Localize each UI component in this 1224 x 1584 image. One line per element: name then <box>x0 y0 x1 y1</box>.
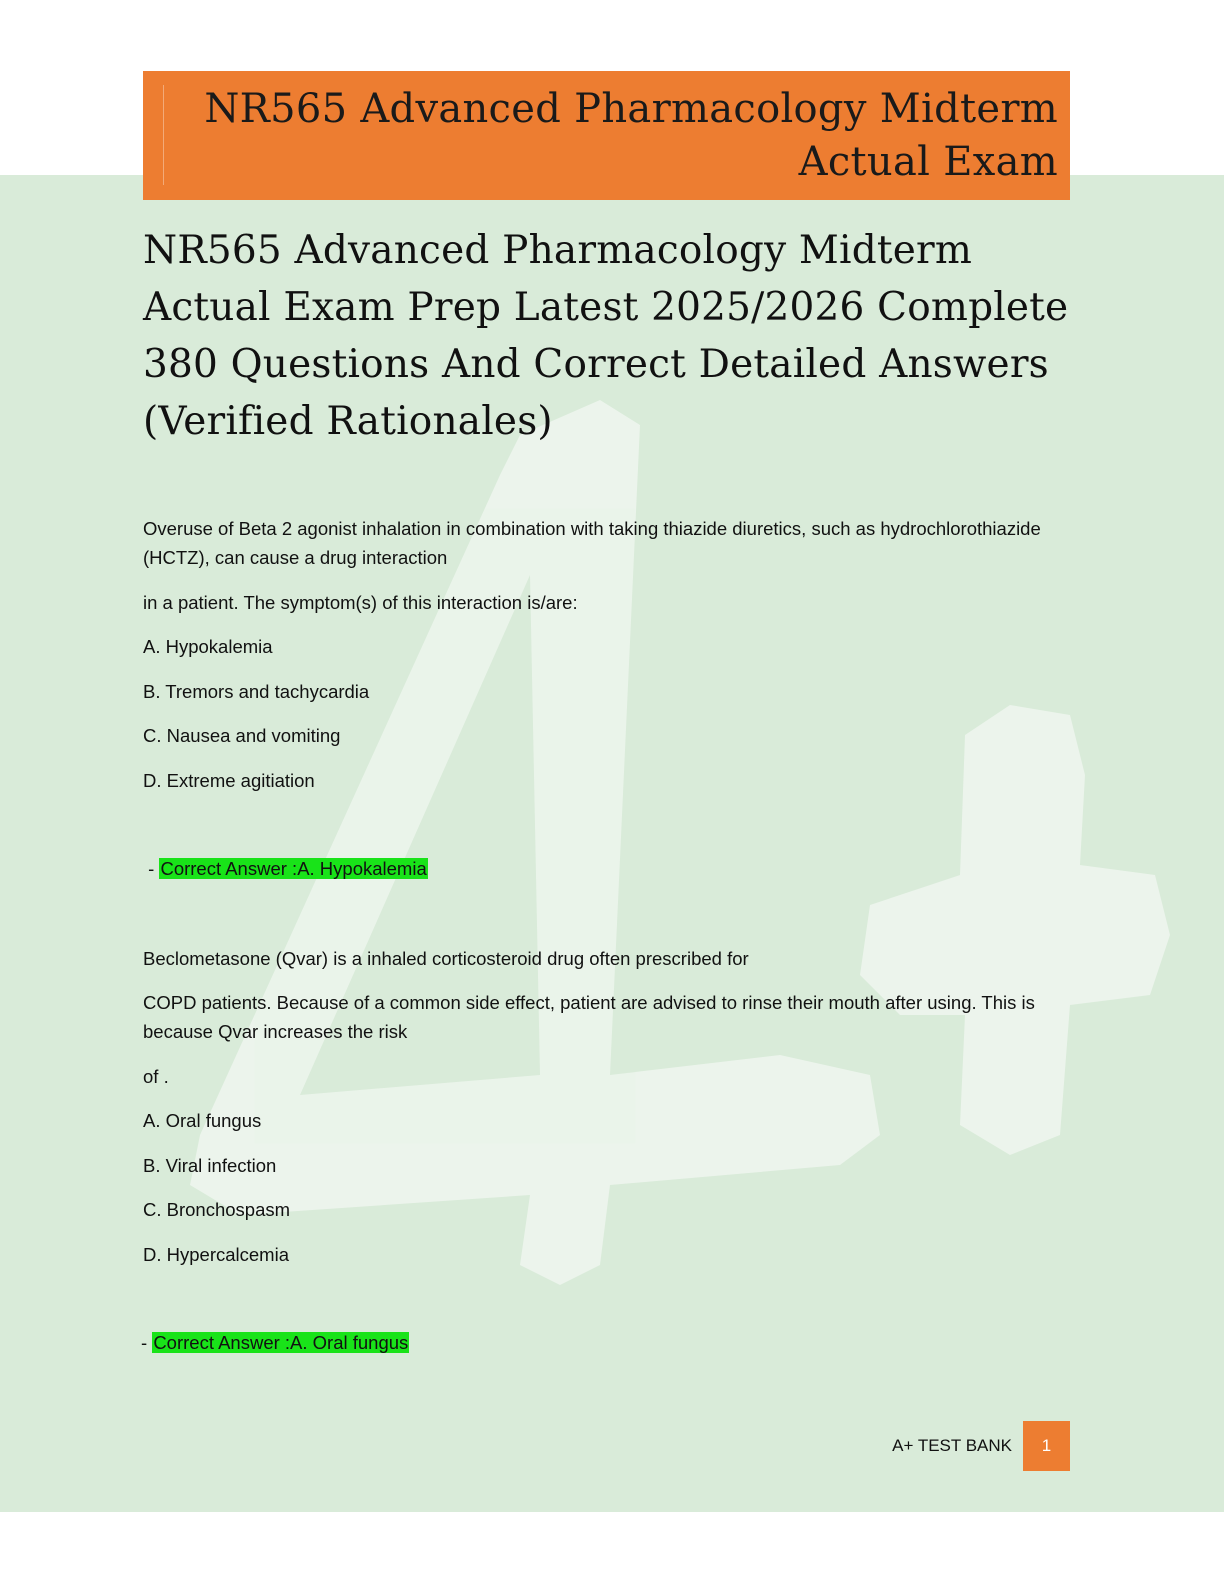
header-divider <box>163 85 164 185</box>
question-2-answer <box>141 1331 409 1355</box>
header-title: NR565 Advanced Pharmacology Midterm Actual Exam <box>204 86 1058 185</box>
question-1-option-a: A. Hypokalemia <box>143 636 273 657</box>
question-2-stem-line-1: Beclometasone (Qvar) is a inhaled corticosteroid drug often prescribed for <box>143 948 749 969</box>
question-1-option-c: C. Nausea and vomiting <box>143 725 341 746</box>
question-1-option-b: B. Tremors and tachycardia <box>143 681 370 702</box>
answer-prefix: - <box>141 1332 153 1353</box>
question-2-option-d: D. Hypercalcemia <box>143 1244 289 1265</box>
header-band <box>143 71 1070 200</box>
question-2-option-c: C. Bronchospasm <box>143 1199 291 1220</box>
question-1-option-d: D. Extreme agitiation <box>143 770 315 791</box>
question-2-stem-line-2: COPD patients. Because of a common side effect, patient are advised to rinse their mouth after using. This is because Qvar increases the risk <box>143 992 1035 1042</box>
footer-label: A+ TEST BANK <box>892 1436 1012 1455</box>
question-2-stem-line-3: of . <box>143 1066 169 1087</box>
question-2-option-a: A. Oral fungus <box>143 1110 262 1131</box>
question-1-answer <box>143 857 428 881</box>
correct-answer-highlight: Correct Answer :A. Hypokalemia <box>160 858 427 879</box>
question-1-stem-line-1: Overuse of Beta 2 agonist inhalation in combination with taking thiazide diuretics, such as hydrochlorothiazide (HCTZ), can cause a drug interaction <box>143 518 1041 568</box>
correct-answer-highlight: Correct Answer :A. Oral fungus <box>153 1332 409 1353</box>
question-1-stem-line-2: in a patient. The symptom(s) of this interaction is/are: <box>143 592 578 613</box>
question-2-option-b: B. Viral infection <box>143 1155 277 1176</box>
answer-prefix: - <box>143 858 160 879</box>
page-number: 1 <box>1023 1421 1070 1471</box>
document-title: NR565 Advanced Pharmacology Midterm Actual Exam Prep Latest 2025/2026 Complete 380 Questions And Correct Detailed Answers (Verified Rationales) <box>143 228 1069 444</box>
